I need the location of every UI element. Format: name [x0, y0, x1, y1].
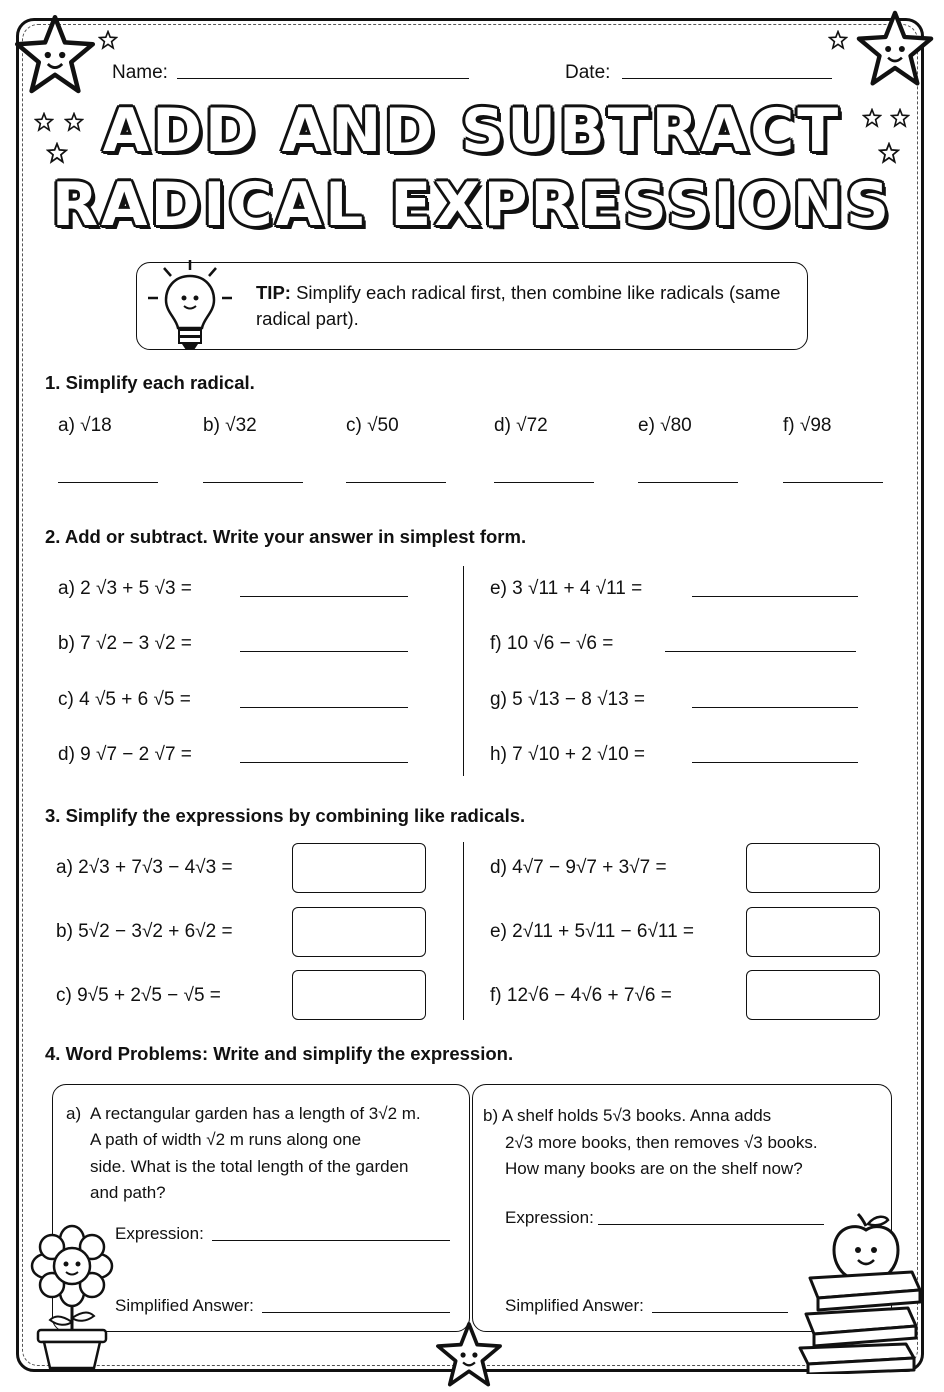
wp-a-line-1: A rectangular garden has a length of 3√2 m. [90, 1104, 421, 1123]
wp-b-line-2: 2√3 more books, then removes √3 books. [505, 1133, 818, 1152]
s1-item-f: f) √98 [783, 415, 832, 436]
s2-answer-g[interactable] [692, 707, 858, 708]
name-label: Name: [112, 62, 168, 83]
wp-a-expression-label: Expression: [115, 1224, 204, 1243]
date-label: Date: [565, 62, 611, 83]
wp-b-line-1: b) A shelf holds 5√3 books. Anna adds [483, 1106, 772, 1125]
s3-item-c: c) 9√5 + 2√5 − √5 = [56, 985, 221, 1006]
s1-answer-e[interactable] [638, 482, 738, 483]
s3-item-a: a) 2√3 + 7√3 − 4√3 = [56, 857, 233, 878]
tip-label: TIP: [256, 282, 291, 303]
wp-b-answer-label: Simplified Answer: [505, 1296, 644, 1315]
s3-answer-box-a[interactable] [292, 843, 426, 893]
s2-answer-e[interactable] [692, 596, 858, 597]
date-field[interactable] [622, 78, 832, 79]
s3-item-f: f) 12√6 − 4√6 + 7√6 = [490, 985, 672, 1006]
star-face-icon [852, 6, 938, 92]
s3-answer-box-c[interactable] [292, 970, 426, 1020]
s1-item-a: a) √18 [58, 415, 112, 436]
wp-b-line-3: How many books are on the shelf now? [505, 1159, 803, 1178]
lightbulb-icon [144, 258, 236, 358]
wp-b-expression-field[interactable] [598, 1224, 824, 1225]
s3-answer-box-d[interactable] [746, 843, 880, 893]
s2-answer-f[interactable] [665, 651, 856, 652]
s2-answer-h[interactable] [692, 762, 858, 763]
star-outline-icon [828, 30, 848, 50]
s2-answer-c[interactable] [240, 707, 408, 708]
s1-item-d: d) √72 [494, 415, 548, 436]
s3-item-e: e) 2√11 + 5√11 − 6√11 = [490, 921, 695, 942]
s2-answer-b[interactable] [240, 651, 408, 652]
s1-answer-c[interactable] [346, 482, 446, 483]
s3-answer-box-e[interactable] [746, 907, 880, 957]
section-4-heading: 4. Word Problems: Write and simplify the expression. [45, 1043, 514, 1064]
wp-a-prefix: a) [66, 1104, 82, 1123]
wp-a-answer-label: Simplified Answer: [115, 1296, 254, 1315]
s1-item-e: e) √80 [638, 415, 692, 436]
s3-answer-box-f[interactable] [746, 970, 880, 1020]
page-title: ADD AND SUBTRACT [102, 96, 842, 166]
page-subtitle: RADICAL EXPRESSIONS [51, 170, 893, 240]
section-1-heading: 1. Simplify each radical. [45, 372, 255, 393]
s2-divider [463, 566, 464, 776]
s2-item-h: h) 7 √10 + 2 √10 = [490, 744, 646, 765]
s2-answer-a[interactable] [240, 596, 408, 597]
s2-item-d: d) 9 √7 − 2 √7 = [58, 744, 192, 765]
books-icon [796, 1268, 926, 1374]
s3-divider [463, 842, 464, 1020]
name-field[interactable] [177, 78, 469, 79]
s1-answer-b[interactable] [203, 482, 303, 483]
s1-item-b: b) √32 [203, 415, 257, 436]
s2-item-a: a) 2 √3 + 5 √3 = [58, 578, 192, 599]
s2-answer-d[interactable] [240, 762, 408, 763]
wp-b-answer-field[interactable] [652, 1312, 788, 1313]
wp-a-answer-field[interactable] [262, 1312, 450, 1313]
wp-a-line-3: side. What is the total length of the garden [90, 1157, 409, 1176]
wp-a-line-2: A path of width √2 m runs along one [90, 1130, 362, 1149]
s2-item-c: c) 4 √5 + 6 √5 = [58, 689, 191, 710]
section-3-heading: 3. Simplify the expressions by combining like radicals. [45, 805, 526, 826]
tip-body: Simplify each radical first, then combine like radicals (same radical part). [256, 282, 781, 329]
flower-pot-icon [24, 1222, 120, 1372]
s2-item-e: e) 3 √11 + 4 √11 = [490, 578, 643, 599]
s3-item-d: d) 4√7 − 9√7 + 3√7 = [490, 857, 667, 878]
tip-text [256, 280, 796, 332]
wp-a-expression-field[interactable] [212, 1240, 450, 1241]
s1-answer-a[interactable] [58, 482, 158, 483]
s3-answer-box-b[interactable] [292, 907, 426, 957]
s2-item-b: b) 7 √2 − 3 √2 = [58, 633, 192, 654]
s1-item-c: c) √50 [346, 415, 399, 436]
s1-answer-d[interactable] [494, 482, 594, 483]
wp-a-line-4: and path? [90, 1183, 166, 1202]
star-outline-icon [98, 30, 118, 50]
s2-item-g: g) 5 √13 − 8 √13 = [490, 689, 646, 710]
wp-b-expression-label: Expression: [505, 1208, 594, 1227]
s3-item-b: b) 5√2 − 3√2 + 6√2 = [56, 921, 233, 942]
s2-item-f: f) 10 √6 − √6 = [490, 633, 614, 654]
section-2-heading: 2. Add or subtract. Write your answer in simplest form. [45, 526, 527, 547]
s1-answer-f[interactable] [783, 482, 883, 483]
star-face-icon [10, 10, 100, 100]
